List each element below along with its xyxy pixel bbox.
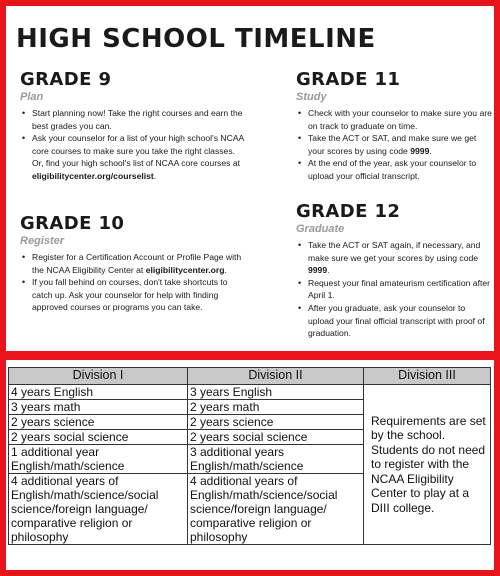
table-cell: 2 years math (188, 400, 364, 415)
column-header-division-2: Division II (188, 368, 364, 385)
bullet-text: Take the ACT or SAT again, if necessary, and make sure we get your scores by using code (308, 240, 481, 263)
table-cell: 3 years English (188, 385, 364, 400)
bullet-item (20, 107, 248, 132)
bullet-text: Check with your counselor to make sure you are on track to graduate on time. (308, 108, 492, 131)
bullet-item (20, 132, 248, 182)
table-cell: 4 additional years of English/math/science/social science/foreign language/ comparative religion or philosophy (9, 474, 188, 545)
table-cell: 3 additional years English/math/science (188, 445, 364, 474)
bullet-list (20, 251, 248, 314)
bullet-text: . (153, 170, 157, 181)
grade-subtitle: Register (20, 235, 65, 247)
bullet-text: Request your final amateurism certification after April 1. (308, 277, 490, 301)
column-header-division-1: Division I (9, 368, 188, 385)
bullet-item (296, 302, 492, 340)
bullet-text: Ask your counselor for a list of your high school's NCAA core courses to make sure you take the right classes. Or, find your high school's list of NCAA core courses at (32, 133, 244, 169)
bullet-item (20, 276, 248, 314)
table-cell: 4 years English (9, 385, 188, 400)
division-3-note: Requirements are set by the school. Students do not need to register with the NCAA Eligibility Center to play at a DIII college. (364, 385, 491, 545)
timeline-panel (6, 6, 494, 351)
grade-heading: GRADE 12 (296, 201, 401, 222)
bullet-text: . (224, 264, 227, 275)
section-divider (0, 351, 500, 360)
grade-subtitle: Study (296, 91, 327, 103)
grade-9-section (20, 70, 248, 183)
grade-subtitle: Graduate (296, 223, 345, 235)
table-cell: 2 years science (188, 415, 364, 430)
column-header-division-3: Division III (364, 368, 491, 385)
bullet-text: At the end of the year, ask your counselor to upload your official transcript. (308, 158, 477, 181)
bullet-list (20, 107, 248, 183)
grade-heading: GRADE 9 (20, 69, 112, 90)
table-cell: 2 years science (9, 415, 188, 430)
bullet-text: . (429, 145, 432, 156)
division-requirements-table (8, 367, 491, 545)
bullet-text: After you graduate, ask your counselor to upload your final official transcript with proof of graduation. (308, 302, 485, 339)
bold-text: eligibilitycenter.org/courselist (32, 170, 154, 181)
bullet-list (296, 107, 492, 183)
bullet-item (20, 251, 248, 276)
table-cell: 4 additional years of English/math/science/social science/foreign language/ comparative religion or philosophy (188, 474, 364, 545)
bullet-text: If you fall behind on courses, don't take shortcuts to catch up. Ask your counselor for help with finding approved courses or programs you can take. (32, 277, 228, 313)
table-cell: 2 years social science (9, 430, 188, 445)
bullet-item (296, 239, 492, 277)
bullet-text: Take the ACT or SAT, and make sure we get your scores by using code (308, 133, 477, 156)
table-cell: 2 years social science (188, 430, 364, 445)
bullet-text: Register for a Certification Account or Profile Page with the NCAA Eligibility Center at (32, 252, 242, 275)
grade-heading: GRADE 11 (296, 69, 401, 90)
bullet-item (296, 157, 492, 182)
grade-12-section (296, 202, 492, 340)
table-row (9, 385, 491, 400)
bullet-item (296, 132, 492, 157)
grade-11-section (296, 70, 492, 183)
grade-subtitle: Plan (20, 91, 44, 103)
bold-text: eligibilitycenter.org (145, 264, 225, 275)
table-cell: 1 additional year English/math/science (9, 445, 188, 474)
requirements-panel (6, 360, 494, 570)
page-title: HIGH SCHOOL TIMELINE (16, 24, 376, 54)
bullet-text: . (327, 265, 330, 276)
bullet-text: Start planning now! Take the right courses and earn the best grades you can. (32, 108, 243, 131)
bullet-item (296, 107, 492, 132)
bullet-list (296, 239, 492, 340)
table-cell: 3 years math (9, 400, 188, 415)
table-header-row (9, 368, 491, 385)
bold-text: 9999 (410, 145, 430, 156)
grade-heading: GRADE 10 (20, 213, 125, 234)
grade-10-section (20, 214, 248, 314)
bullet-item (296, 277, 492, 302)
bold-text: 9999 (308, 265, 328, 276)
